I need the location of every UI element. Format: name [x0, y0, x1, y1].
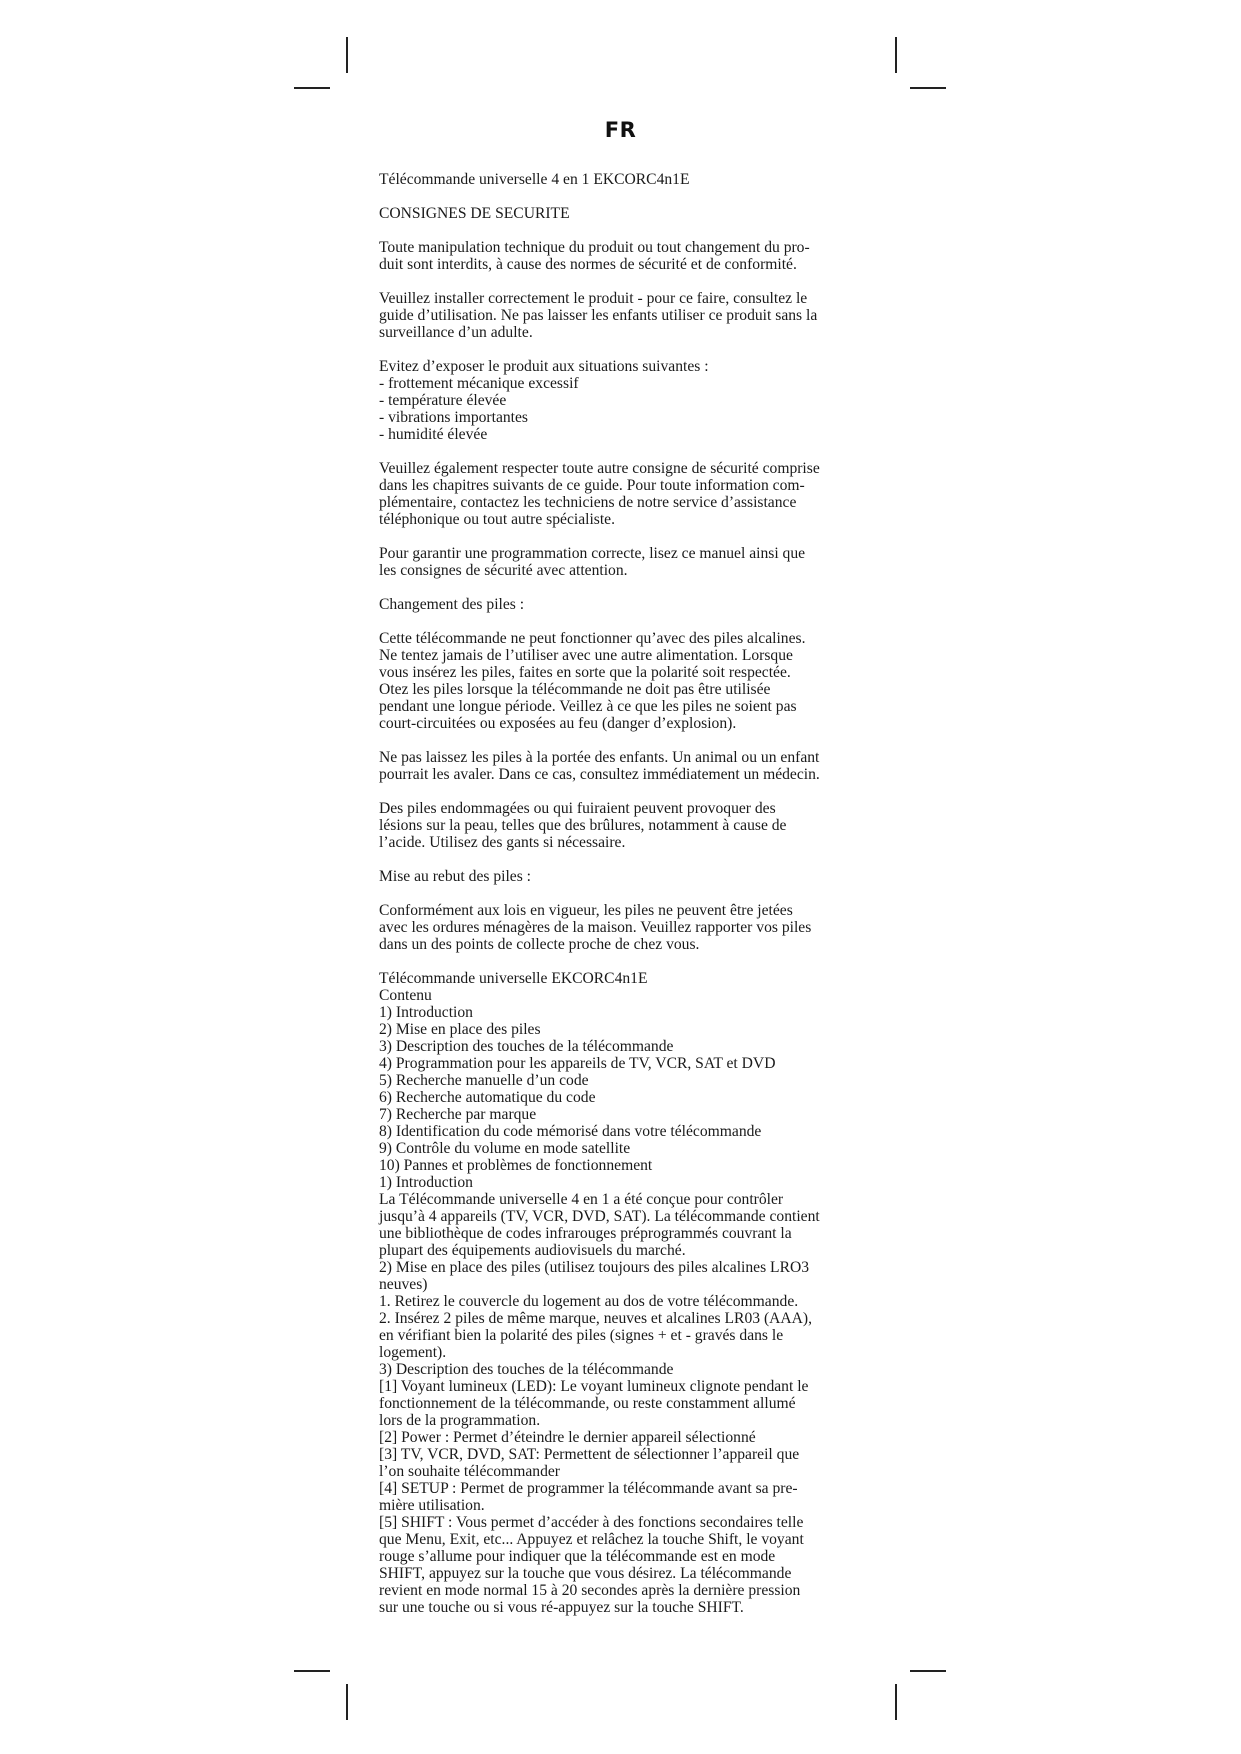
batteries-paragraph-3: Des piles endommagées ou qui fuiraient peuvent provoquer des lésions sur la peau, telles que des brûlures, notamment à cause de l’acide. Utilisez des gants si nécessaire. [379, 800, 787, 851]
battery-install-step-2: 2. Insérez 2 piles de même marque, neuves et alcalines LR03 (AAA), en vérifiant bien la polarité des piles (signes + et - gravés dans le logement). [379, 1310, 813, 1361]
crop-mark-bottom-left-horizontal [294, 1670, 330, 1672]
safety-paragraph-4: Veuillez également respecter toute autre consigne de sécurité comprise dans les chapitres suivants de ce guide. Pour toute information com- plémentaire, contactez les techniciens de notre service d’assistance téléphonique ou tout autre spécialiste. [379, 460, 820, 528]
key-description-4: [4] SETUP : Permet de programmer la télécommande avant sa pre- mière utilisation. [379, 1480, 798, 1514]
keys-heading: 3) Description des touches de la télécommande [379, 1361, 674, 1378]
battery-install-step-1: 1. Retirez le couvercle du logement au dos de votre télécommande. [379, 1293, 799, 1310]
crop-mark-bottom-right-vertical [895, 1684, 897, 1720]
toc-item: 3) Description des touches de la télécommande [379, 1038, 674, 1055]
safety-paragraph-5: Pour garantir une programmation correcte, lisez ce manuel ainsi que les consignes de sécurité avec attention. [379, 545, 806, 579]
battery-install-heading: 2) Mise en place des piles (utilisez toujours des piles alcalines LRO3 neuves) [379, 1259, 810, 1293]
batteries-paragraph-1: Cette télécommande ne peut fonctionner qu’avec des piles alcalines. Ne tentez jamais de l’utiliser avec une autre alimentation. Lorsque vous insérez les piles, faites en sorte que la polarité soit respectée. Otez les piles lorsque la télécommande ne doit pas être utilisée pendant une longue période. Veillez à ce que les piles ne soient pas court-circuitées ou exposées au feu (danger d’explosion). [379, 630, 806, 732]
safety-paragraph-3: Evitez d’exposer le produit aux situations suivantes : - frottement mécanique excessif - température élevée - vibrations importantes - humidité élevée [379, 358, 709, 443]
disposal-paragraph: Conformément aux lois en vigueur, les piles ne peuvent être jetées avec les ordures ménagères de la maison. Veuillez rapporter vos piles dans un des points de collecte proche de chez vous. [379, 902, 812, 953]
crop-mark-top-right-vertical [895, 37, 897, 73]
batteries-heading: Changement des piles : [379, 596, 525, 613]
key-description-1: [1] Voyant lumineux (LED): Le voyant lumineux clignote pendant le fonctionnement de la télécommande, ou reste constamment allumé lors de la programmation. [379, 1378, 809, 1429]
toc-item: 6) Recherche automatique du code [379, 1089, 596, 1106]
crop-mark-bottom-right-horizontal [910, 1670, 946, 1672]
batteries-paragraph-2: Ne pas laissez les piles à la portée des enfants. Un animal ou un enfant pourrait les avaler. Dans ce cas, consultez immédiatement un médecin. [379, 749, 820, 783]
disposal-heading: Mise au rebut des piles : [379, 868, 532, 885]
product-title: Télécommande universelle 4 en 1 EKCORC4n1E [379, 171, 690, 188]
crop-mark-top-right-horizontal [910, 87, 946, 89]
toc-item: 9) Contrôle du volume en mode satellite [379, 1140, 631, 1157]
contents-label: Contenu [379, 987, 432, 1004]
safety-heading: CONSIGNES DE SECURITE [379, 205, 570, 222]
toc-item: 2) Mise en place des piles [379, 1021, 541, 1038]
document-column [379, 171, 871, 1616]
key-description-3: [3] TV, VCR, DVD, SAT: Permettent de sélectionner l’appareil que l’on souhaite télécommander [379, 1446, 800, 1480]
crop-mark-top-left-vertical [346, 37, 348, 73]
toc-item: 1) Introduction [379, 1004, 473, 1021]
language-code: FR [604, 118, 637, 142]
intro-text: La Télécommande universelle 4 en 1 a été conçue pour contrôler jusqu’à 4 appareils (TV, VCR, DVD, SAT). La télécommande contient une bibliothèque de codes infrarouges préprogrammés couvrant la plupart des équipements audiovisuels du marché. [379, 1191, 820, 1259]
safety-paragraph-1: Toute manipulation technique du produit ou tout changement du pro- duit sont interdits, à cause des normes de sécurité et de conformité. [379, 239, 810, 273]
manual-title: Télécommande universelle EKCORC4n1E [379, 970, 648, 987]
key-description-5: [5] SHIFT : Vous permet d’accéder à des fonctions secondaires telle que Menu, Exit, etc... Appuyez et relâchez la touche Shift, le voyant rouge s’allume pour indiquer que la télécommande est en mode SHIFT, appuyez sur la touche que vous désirez. La télécommande revient en mode normal 15 à 20 secondes après la dernière pression sur une touche ou si vous ré-appuyez sur la touche SHIFT. [379, 1514, 804, 1616]
manual-section [379, 970, 871, 1616]
toc-item: 7) Recherche par marque [379, 1106, 537, 1123]
crop-mark-bottom-left-vertical [346, 1684, 348, 1720]
intro-heading: 1) Introduction [379, 1174, 473, 1191]
safety-paragraph-2: Veuillez installer correctement le produit - pour ce faire, consultez le guide d’utilisation. Ne pas laisser les enfants utiliser ce produit sans la surveillance d’un adulte. [379, 290, 818, 341]
toc-item: 5) Recherche manuelle d’un code [379, 1072, 589, 1089]
crop-mark-top-left-horizontal [294, 87, 330, 89]
key-description-2: [2] Power : Permet d’éteindre le dernier appareil sélectionné [379, 1429, 756, 1446]
toc-item: 4) Programmation pour les appareils de TV, VCR, SAT et DVD [379, 1055, 776, 1072]
toc-item: 8) Identification du code mémorisé dans votre télécommande [379, 1123, 762, 1140]
toc-item: 10) Pannes et problèmes de fonctionnement [379, 1157, 653, 1174]
